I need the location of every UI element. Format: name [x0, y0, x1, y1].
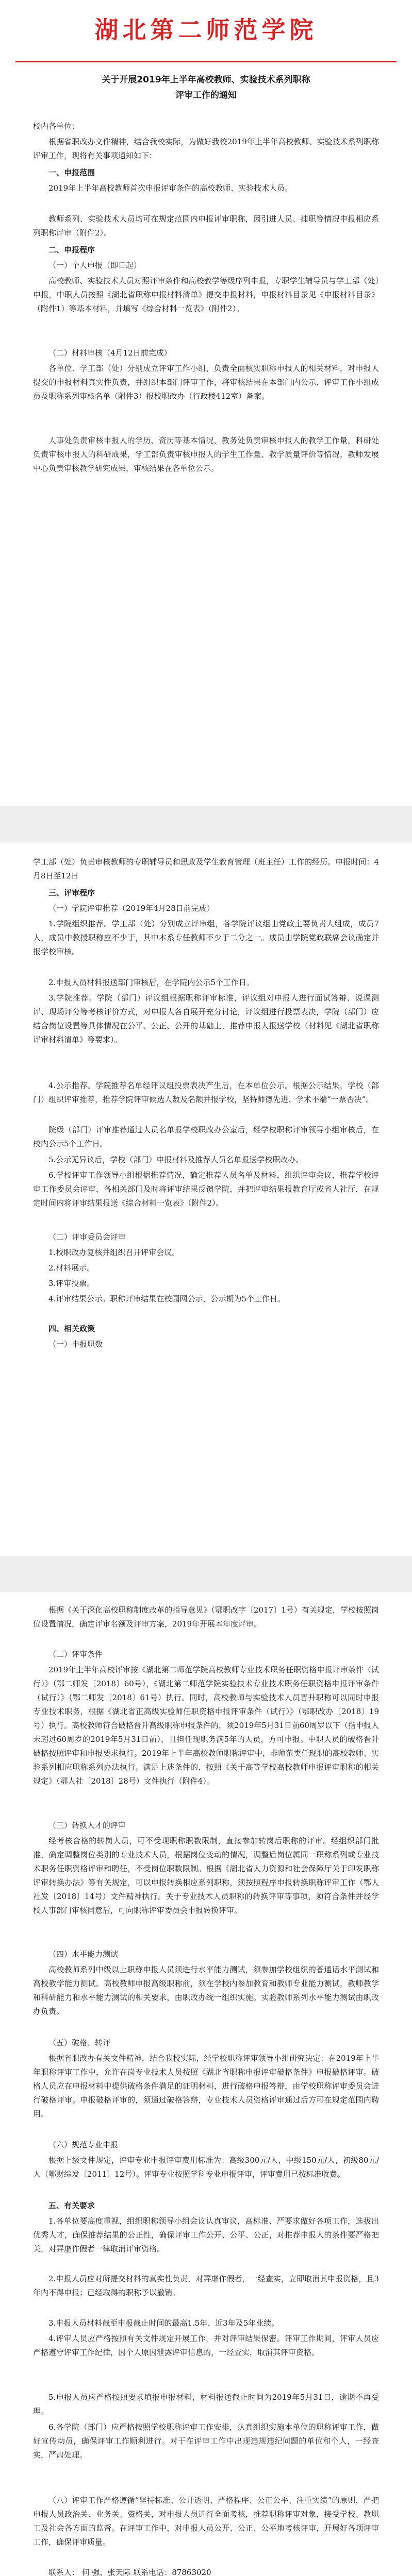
- paragraph: 4.评审人员应严格按照有关文件规定开展工作，并对评审结果保密。评审工作期间，评审人员应严格遵守评审工作纪律，因个人原因泄露评审信息的，一经查实，取消其评审资格。: [33, 2334, 379, 2357]
- paragraph: 3.学院推荐。学院（部门）评议组根据职称评审标准，评议组对申报人进行面试答辩、说课测评、现场评分等考核评价方式，对申报人各自展开充分讨论，评议组进行投票表决，学院（部门）应结合岗位设置等具体情况在公平、公正、公开的基础上，推荐申报人报送学校（材料见《湖北省职称评审材料清单》等要求）。: [33, 993, 379, 1044]
- paragraph: 6.学校评审工作领导小组根据推荐情况，确定推荐人员名单及材料，组织评审会议，推荐学校评审工作委员会评审，各相关部门及时将评审结果反馈学院，并把评审结果报教育厅或省人社厅，在规定时间内将评审结果报送《综合材料一览表》（附件2）。: [33, 1171, 379, 1208]
- paragraph: 1.校职改办复核并组织召开评审会议。: [48, 1248, 180, 1257]
- document-title: [0, 72, 412, 103]
- paragraph: 2019年上半年高校评审按《湖北第二师范学院高校教师专业技术职务任职资格申报评审条件（试行）》（鄂二师发〔2018〕60号），《湖北第二师范学院实验技术专业技术职务任职资格申报评审条件（试行）》（鄂二师发〔2018〕61号）执行。同时，高校教师与实验技术人员晋升职称可以同时申报专业技术职务，根据《湖北省正高级实验师任职资格申报评审条件（试行）》（鄂职改办〔2018〕19号）执行。高校教师符合破格晋升高级职称申报条件的，须2019年5月31日前60周岁以下（指申报人未超过60周岁的2019年5月31日前），且担任现职务满5年的人员，方可申报。中职人员的破格晋升破格按照评审和申报要求执行。2019年上半年高校教师职称评审中，非师范类任现职的高校教师、实验系列相应职称系列办法执行。满足上述条件的，按照《关于高等学校高校教师申报评审职称的相关规定》（鄂人社〔2018〕28号）文件执行（附件4）。: [33, 1665, 379, 1786]
- paragraph: 2.材料展示。: [48, 1263, 95, 1273]
- subsection-heading: （二）评审委员会评审: [48, 1232, 126, 1242]
- section-heading: 一、申报范围: [48, 168, 95, 177]
- subsection-heading: （五）破格、转评: [48, 2038, 111, 2047]
- paragraph: 高校教师系列中级以上职称申报人员须进行水平能力测试，须参加学校组织的普通话水平测试和高校教学能力测试。高校教师申报高级职称前，须在学校内参加教育和教师专业能力测试，教师教学和科研能力和水平能力测试的相关要求，由职改办统一组织实施。实验教师系列水平能力测试由职改办负责。: [33, 1965, 379, 2016]
- paragraph: 1.学院组织推荐。学工部（处）分别成立评审组，各学院评议组由党政主要负责人组成，成员7人，成员中教授职称应不少于，其中本系专任教师不少于二分之一。成员由学院党政联席会议确定并报学校审核。: [33, 919, 379, 956]
- subsection-heading: （一）申报职数: [48, 1340, 103, 1349]
- section-heading: 三、评审程序: [48, 888, 95, 897]
- paragraph: （八）评审工作严格遵循“坚持标准、公开透明、严格程序、公正公平、注重实绩”的原则，严把申报人员政治关、业务关、资格关，对申报人员进行全面考核，推荐职称评审对象，接受学校、教职工及社会各方面的监督。在评审工作中，对申报人员公开、公正、公平地考核评审，开展好各项评审工作，确保评审质量。: [33, 2496, 379, 2547]
- paragraph: 4.公示推荐。学院推荐名单经评议组投票表决产生后，在本单位公示。根据公示结果，学校（部门）组织评审推荐，推荐学院评审候选人数及名额并报学校，坚持师德先进、学术不端“一票否决”。: [33, 1081, 379, 1104]
- subsection-heading: （四）水平能力测试: [48, 1950, 119, 1959]
- paragraph: 5.公示无异议后，学校（部门）申报材料及推荐人员名单报送学校职改办。: [48, 1155, 304, 1164]
- paragraph: 各单位、学工部（处）分别成立评审工作小组，负责全面核实职称申报人的相关材料，对申报人提交的申报材料真实性负责，并组织本部门评审工作，将审核结果在本部门内公示，评审工作小组成员及职称系列审核名单（附件3）报校职改办（行政楼412室）备案。: [33, 364, 379, 401]
- subsection-heading: （三）转换人才的评审: [48, 1821, 126, 1830]
- paragraph: 教师系列、实验技术人员均可在规定范围内申报评审职称，因引进人员、挂职等情况申报相应系列职称评审（附件2）。: [33, 214, 379, 238]
- paragraph: 经考核合格的转岗人员，可不受现职称职数限制，直接参加转岗后职称的评审。经组织部门批准，确定调整岗位类别的专业技术人员，根据岗位变动的情况，调整后岗位属同一职称系列或专业技术职务任职资格评审和聘任，不受岗位职数限制。根据《湖北省人力资源和社会保障厅关于印发职称评审转换办法》等有关规定，可以申报转换相应系列职称，须按照程序申报转换职称评审工作（鄂人社发〔2018〕14号）文件精神执行。关于专业技术人员职称的转换评审等事项，须符合条件并经学校人事部门审核同意后，可向职称评审委员会申报转换评审。: [33, 1836, 379, 1915]
- subsection-heading: （二）材料审核（4月12日前完成）: [48, 348, 172, 358]
- title-line-2: 评审工作的通知: [175, 90, 237, 100]
- paragraph: 4.评审结果公示。职称评审结果在校园网公示，公示期为5个工作日。: [48, 1294, 285, 1303]
- subsection-heading: （二）评审条件: [48, 1650, 103, 1659]
- title-line-1: 关于开展2019年上半年高校教师、实验技术系列职称: [102, 75, 310, 85]
- masthead-title: 湖北第二师范学院: [94, 16, 318, 44]
- paragraph: 根据省职改办有关文件精神，结合我校实际，经学校职称评审领导小组研究决定：在2019年上半年职称评审工作中，允许在岗专业技术人员按照《湖北省职称申报评审破格条件》申报破格评审。破格人员应在申报材料中提供破格条件满足的证明材料，进行破格申报答辩，由学校职称评审委员会进行破格评审。申报破格评审的，须通过破格答辩，专业技术人员资格评审通过后方可在规定范围内聘用。: [33, 2054, 379, 2119]
- paragraph: 5.申报人员应严格按照要求填报申报材料，材料报送截止时间为2019年5月31日，逾期不再受理。: [33, 2393, 379, 2416]
- page-gap: [0, 806, 412, 842]
- red-rule: [15, 61, 397, 62]
- section-heading: 二、申报程序: [48, 245, 95, 255]
- subsection-heading: （一）个人申报（即日起）: [48, 261, 142, 270]
- paragraph: 高校教师、实验技术人员对照评审条件和高校教学等级序列申报，专职学生辅导员与学工部（处）申报，中职人员按照《湖北省职称申报材料清单》提交申报材料，申报材料目录见《申报材料目录》（附件1）等基本材料，并填写《综合材料一览表》（附件2）。: [33, 276, 379, 313]
- paragraph: 2019年上半年高校教师首次申报评审条件的高校教师、实验技术人员。: [48, 183, 293, 193]
- paragraph: 根据上级文件规定，评审专业申报评审费用标准为：高级300元/人，中级150元/人，初级80元/人（鄂财综发〔2011〕12号）。评审专业按照学科专业申报评审，评审费用已按标准收费。: [33, 2156, 379, 2179]
- paragraph: 2.申报人员应对所提交材料的真实性负责，对弄虚作假者，一经查实，立即取消其申报资格，且3年内不得申报；已经取得的职称予以撤销。: [33, 2274, 379, 2297]
- paragraph: 1.各单位要高度重视，组织职称领导小组会议认真审议，高标准、严要求做好各项工作，选拔出优秀人才，确保推荐结果的公正性，确保评审工作公开、公平、公正，对推荐申报人的条件要严格把关，对弄虚作假者一律取消评审资格。: [33, 2216, 379, 2253]
- paragraph: 人事处负责审核申报人的学历、资历等基本情况，教务处负责审核申报人的教学工作量，科研处负责审核申报人的科研成果，学工部负责审核申报人的学生工作量、教学质量评价等情况，教师发展中心负责审核教学研究成果，审核结果在各单位公示。: [33, 436, 379, 473]
- paragraph: 6.各学院（部门）应严格按照学校职称评审工作安排，认真组织实施本单位的职称评审工作，做好宣传动员，确保评审工作顺利进行。对于在评审工作中出现违规违纪问题的单位和个人，一经查实，严肃处理。: [33, 2422, 379, 2460]
- subsection-heading: （一）学院评审推荐（2019年4月28日前完成）: [48, 904, 215, 913]
- page-gap: [0, 1556, 412, 1592]
- paragraph: 根据省职改办文件精神，结合我校实际，为做好我校2019年上半年高校教师、实验技术系列职称评审工作，现将有关事项通知如下：: [33, 137, 379, 160]
- contact-line: 联系人： 何 强、张天际 联系电话：87863020: [48, 2568, 211, 2576]
- section-heading: 五、有关要求: [48, 2201, 95, 2210]
- section-heading: 四、相关政策: [48, 1324, 95, 1333]
- paragraph: 2.申报人员材料报送部门审核后，在学院内公示5个工作日。: [48, 978, 254, 987]
- paragraph: 院级（部门）评审推荐通过人员名单报学校职改办公室后，经学校职称评审领导小组审核后，在校内公示5个工作日。: [33, 1125, 379, 1148]
- paragraph: 3.评审投票。: [48, 1279, 95, 1288]
- paragraph: 学工部（处）负责审核教师的专职辅导员和思政及学生教育管理（班主任）工作的经历。申报时间：4月8日至12日: [33, 857, 379, 880]
- paragraph: 3.申报人员材料截至申报截止时间的最高1.5年、近3年及5年业绩。: [48, 2318, 279, 2328]
- subsection-heading: （六）规范专业申报: [48, 2140, 119, 2149]
- paragraph: 根据《关于深化高校职称制度改革的指导意见》（鄂职改字〔2017〕1号）有关规定，学校按照岗位设置情况，确定评审名额及评审方案，2019年开展本年度评审。: [33, 1605, 379, 1629]
- salutation: 校内各单位：: [33, 122, 80, 131]
